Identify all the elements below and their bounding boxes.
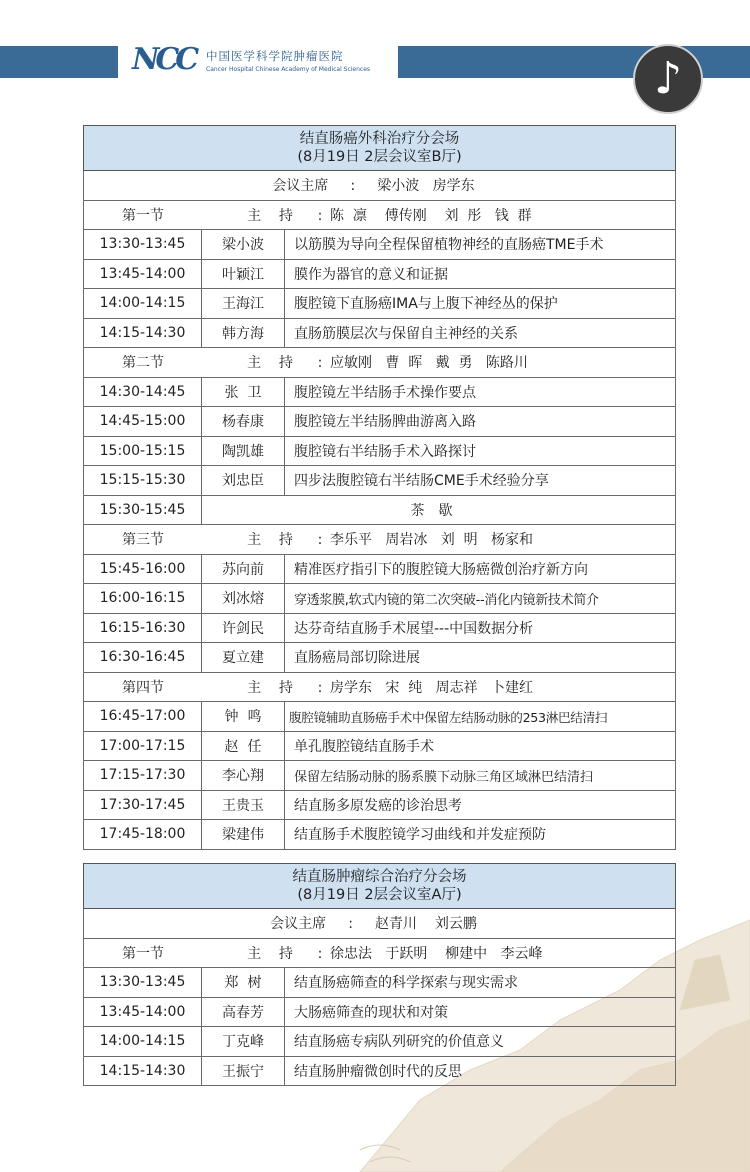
time-cell: 15:30-15:45 [84, 495, 202, 525]
table-row [84, 820, 676, 850]
colon: : [348, 916, 353, 933]
colon: : [317, 532, 323, 549]
session-title: 结直肠癌外科治疗分会场 [299, 131, 460, 147]
table-title-row [84, 126, 676, 171]
chair-label: 会议主席 [270, 916, 327, 933]
break-row [84, 495, 676, 525]
speaker-cell: 梁建伟 [202, 820, 285, 850]
table-row [84, 377, 676, 407]
topic-cell: 结直肠肿瘤微创时代的反思 [285, 1056, 676, 1086]
table-row [84, 1056, 676, 1086]
topic-cell: 以筋膜为导向全程保留植物神经的直肠癌TME手术 [285, 230, 676, 260]
speaker-cell: 杨春康 [202, 407, 285, 437]
section-name: 第四节 [122, 679, 164, 696]
topic-cell: 腹腔镜辅助直肠癌手术中保留左结肠动脉的253淋巴结清扫 [285, 702, 676, 732]
schedule-table-surgery [83, 125, 676, 850]
colon: : [350, 178, 356, 195]
time-cell: 16:15-16:30 [84, 613, 202, 643]
table-row [84, 731, 676, 761]
table-row [84, 466, 676, 496]
topic-cell: 四步法腹腔镜右半结肠CME手术经验分享 [285, 466, 676, 496]
session-subtitle: (8月19日 2层会议室A厅) [297, 887, 462, 903]
table-row [84, 289, 676, 319]
host-label: 主 持 [247, 532, 293, 549]
table-row [84, 318, 676, 348]
time-cell: 14:00-14:15 [84, 289, 202, 319]
time-cell: 13:45-14:00 [84, 259, 202, 289]
time-cell: 14:45-15:00 [84, 407, 202, 437]
time-cell: 15:45-16:00 [84, 554, 202, 584]
topic-cell: 直肠癌局部切除进展 [285, 643, 676, 673]
hospital-logo [132, 38, 394, 82]
speaker-cell: 陶凯雄 [202, 436, 285, 466]
time-cell: 14:15-14:30 [84, 318, 202, 348]
section-header-row [84, 938, 676, 968]
topic-cell: 腹腔镜右半结肠手术入路探讨 [285, 436, 676, 466]
speaker-cell: 钟 鸣 [202, 702, 285, 732]
speaker-cell: 赵 任 [202, 731, 285, 761]
topic-cell: 穿透浆膜,软式内镜的第二次突破--消化内镜新技术简介 [285, 584, 676, 614]
time-cell: 15:00-15:15 [84, 436, 202, 466]
topic-cell: 直肠筋膜层次与保留自主神经的关系 [285, 318, 676, 348]
speaker-cell: 王贵玉 [202, 790, 285, 820]
host-names: 徐忠法 于跃明 柳建中 李云峰 [330, 945, 543, 962]
time-cell: 17:30-17:45 [84, 790, 202, 820]
table-row [84, 230, 676, 260]
chair-names: 梁小波 房学东 [377, 178, 475, 195]
topic-cell: 腹腔镜左半结肠手术操作要点 [285, 377, 676, 407]
session-subtitle: (8月19日 2层会议室B厅) [297, 149, 462, 165]
session-title: 结直肠肿瘤综合治疗分会场 [292, 869, 467, 885]
time-cell: 16:45-17:00 [84, 702, 202, 732]
speaker-cell: 许剑民 [202, 613, 285, 643]
table-row [84, 997, 676, 1027]
time-cell: 17:15-17:30 [84, 761, 202, 791]
topic-cell: 腹腔镜下直肠癌IMA与上腹下神经丛的保护 [285, 289, 676, 319]
table-row [84, 554, 676, 584]
speaker-cell: 高春芳 [202, 997, 285, 1027]
topic-cell: 达芬奇结直肠手术展望---中国数据分析 [285, 613, 676, 643]
topic-cell: 精准医疗指引下的腹腔镜大肠癌微创治疗新方向 [285, 554, 676, 584]
header-bar-left [0, 46, 118, 78]
section-name: 第二节 [122, 355, 164, 372]
host-label: 主 持 [247, 679, 293, 696]
chair-label: 会议主席 [272, 178, 329, 195]
section-header-row [84, 200, 676, 230]
time-cell: 16:30-16:45 [84, 643, 202, 673]
speaker-cell: 郑 树 [202, 968, 285, 998]
speaker-cell: 王振宁 [202, 1056, 285, 1086]
table-row [84, 584, 676, 614]
colon: : [317, 945, 323, 962]
time-cell: 14:15-14:30 [84, 1056, 202, 1086]
schedule-table-comprehensive [83, 863, 676, 1086]
time-cell: 14:00-14:15 [84, 1027, 202, 1057]
chair-names: 赵青川 刘云鹏 [375, 916, 477, 933]
time-cell: 13:45-14:00 [84, 997, 202, 1027]
topic-cell: 结直肠癌筛查的科学探索与现实需求 [285, 968, 676, 998]
topic-cell: 单孔腹腔镜结直肠手术 [285, 731, 676, 761]
table-row [84, 702, 676, 732]
table-row [84, 968, 676, 998]
time-cell: 13:30-13:45 [84, 968, 202, 998]
colon: : [317, 679, 323, 696]
speaker-cell: 王海江 [202, 289, 285, 319]
section-header-row [84, 348, 676, 378]
music-note-icon[interactable]: ♪ [633, 44, 703, 114]
logo-mark: NCC [132, 42, 196, 77]
speaker-cell: 韩方海 [202, 318, 285, 348]
chair-row [84, 171, 676, 201]
time-cell: 15:15-15:30 [84, 466, 202, 496]
table-title [84, 126, 676, 171]
topic-cell: 结直肠癌专病队列研究的价值意义 [285, 1027, 676, 1057]
colon: : [317, 207, 323, 224]
section-name: 第一节 [122, 945, 164, 962]
speaker-cell: 苏向前 [202, 554, 285, 584]
table-title [84, 864, 676, 909]
section-header-row [84, 672, 676, 702]
table-row [84, 1027, 676, 1057]
topic-cell: 腹腔镜左半结肠脾曲游离入路 [285, 407, 676, 437]
speaker-cell: 李心翔 [202, 761, 285, 791]
host-label: 主 持 [247, 355, 293, 372]
table-row [84, 436, 676, 466]
speaker-cell: 刘忠臣 [202, 466, 285, 496]
colon: : [317, 355, 323, 372]
chair-row [84, 909, 676, 939]
logo-chinese-name: 中国医学科学院肿瘤医院 [206, 49, 344, 63]
table-row [84, 790, 676, 820]
speaker-cell: 刘冰熔 [202, 584, 285, 614]
logo-english-name: Cancer Hospital Chinese Academy of Medical Sciences [206, 66, 371, 73]
time-cell: 17:00-17:15 [84, 731, 202, 761]
topic-cell: 大肠癌筛查的现状和对策 [285, 997, 676, 1027]
table-row [84, 259, 676, 289]
speaker-cell: 梁小波 [202, 230, 285, 260]
speaker-cell: 丁克峰 [202, 1027, 285, 1057]
table-title-row [84, 864, 676, 909]
host-label: 主 持 [247, 945, 293, 962]
host-label: 主 持 [247, 207, 293, 224]
table-row [84, 761, 676, 791]
time-cell: 13:30-13:45 [84, 230, 202, 260]
host-names: 陈 凛 傅传刚 刘 彤 钱 群 [330, 207, 532, 224]
topic-cell: 结直肠手术腹腔镜学习曲线和并发症预防 [285, 820, 676, 850]
table-row [84, 407, 676, 437]
time-cell: 16:00-16:15 [84, 584, 202, 614]
table-row [84, 643, 676, 673]
section-header-row [84, 525, 676, 555]
topic-cell: 膜作为器官的意义和证据 [285, 259, 676, 289]
topic-cell: 结直肠多原发癌的诊治思考 [285, 790, 676, 820]
topic-cell: 保留左结肠动脉的肠系膜下动脉三角区域淋巴结清扫 [285, 761, 676, 791]
time-cell: 17:45-18:00 [84, 820, 202, 850]
speaker-cell: 夏立建 [202, 643, 285, 673]
break-label: 茶歇 [202, 495, 676, 525]
time-cell: 14:30-14:45 [84, 377, 202, 407]
section-name: 第三节 [122, 532, 164, 549]
host-names: 房学东 宋 纯 周志祥 卜建红 [330, 679, 533, 696]
host-names: 应敏刚 曹 晖 戴 勇 陈路川 [330, 355, 528, 372]
speaker-cell: 张 卫 [202, 377, 285, 407]
host-names: 李乐平 周岩冰 刘 明 杨家和 [330, 532, 533, 549]
section-name: 第一节 [122, 207, 164, 224]
table-row [84, 613, 676, 643]
speaker-cell: 叶颖江 [202, 259, 285, 289]
